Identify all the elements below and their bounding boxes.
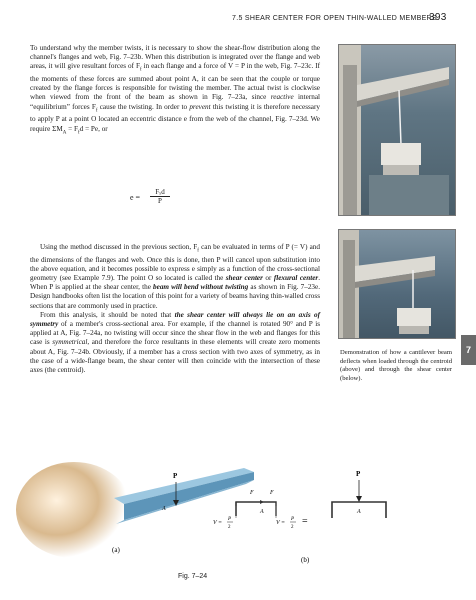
figure-7-24 <box>14 462 459 582</box>
label-p-b: P <box>356 470 361 478</box>
chapter-tab: 7 <box>461 335 476 365</box>
label-half-den-2: 2 <box>291 525 294 530</box>
emphasis-text: the shear center will always lie on an axis of symmetry <box>30 310 320 329</box>
figure-label: Fig. 7–24 <box>178 573 208 580</box>
text-run: = F <box>66 124 79 133</box>
term-shear-center: shear center <box>225 274 263 283</box>
label-ff-1: F <box>250 490 254 496</box>
text-run: d = Pe, or <box>79 124 108 133</box>
text-run: of a member's cross-sectional area. For example, if the channel is rotated 90° and P is applied at A, Fig. 7–24a, no twisting will occur since the shear flow in the web and flanges for this case is <box>30 320 320 347</box>
equation-numerator: Fₓd <box>150 188 170 197</box>
text-run: internal “equilibrium” forces F <box>30 93 321 111</box>
text-run: in each flange and a force of V = P in the web, Fig. 7–23c. If the moments of these forces are summed about point A, it can be seen that the couple or torque created by the flange forces is responsible for twisting the member. The actual twist is clockwise when viewed from the front of the beam as shown in Fig. 7–23a, since <box>30 62 321 102</box>
equation-fraction <box>150 188 170 205</box>
subscript-f: f <box>95 108 98 114</box>
text-run: . When P is applied at the shear center, the <box>30 274 320 292</box>
label-a-b1: A <box>260 509 264 515</box>
label-v-1: V = <box>213 520 223 526</box>
equation <box>130 188 230 212</box>
wall-shading <box>16 462 132 558</box>
label-a-b2: A <box>357 509 361 515</box>
text-run: , and therefore the force resultants in these elements will create zero moments about A, Fig. 7–24b. Obviously, if a member has a cross section with two axes of symmetry, as in the case of a wide-flange beam, the shear center will then coincide with the intersection of these axes (the centroid). <box>30 338 321 375</box>
label-v-2: V = <box>276 520 286 526</box>
page-number: 393 <box>429 12 447 23</box>
label-a-a: A <box>162 506 166 512</box>
equation-lhs: e = <box>130 193 141 202</box>
page-header <box>0 12 476 28</box>
text-run: this twisting it is therefore necessary to apply P at a point O located an eccentric distance e from the web of the channel, Fig. 7–23d. We require ΣM <box>30 102 320 133</box>
photo-shear-center-load <box>338 229 456 339</box>
sublabel-b: (b) <box>301 556 310 564</box>
photo-centroid-illustration <box>339 45 455 215</box>
subscript-f: f <box>78 129 80 135</box>
label-p-half-num-1: P <box>228 517 232 522</box>
figure-drawing <box>14 462 459 582</box>
photo-centroid-load <box>338 44 456 216</box>
label-ff-2: F <box>270 490 274 496</box>
subscript-a: A <box>62 129 67 135</box>
sublabel-a: (a) <box>112 546 120 554</box>
paragraph-2 <box>30 243 320 375</box>
subscript-f: f <box>139 67 142 73</box>
italic-text: prevent <box>189 102 211 111</box>
label-p-half-num-2: P <box>291 517 295 522</box>
photo-caption: Demonstration of how a cantilever beam deflects when loaded through the centroid (above) and through the shear center (below). <box>340 349 452 382</box>
label-p-a: P <box>173 472 178 480</box>
photo-shear-center-illustration <box>339 230 455 338</box>
text-run: as shown in Fig. 7–23e. Design handbooks often list the location of this point for a variety of beams having thin-walled cross sections that are commonly used in practice. <box>30 283 321 310</box>
text-run: cause the twisting. In order to <box>97 102 190 111</box>
text-run: or <box>262 274 274 283</box>
italic-text: reactive <box>270 93 294 102</box>
channel-shear-flow <box>236 500 276 518</box>
text-run: From this analysis, it should be noted that <box>40 310 175 319</box>
italic-text: symmetrical <box>52 338 88 347</box>
text-run: To understand why the member twists, it is necessary to show the shear-flow distribution along the channel's flanges and web, Fig. 7–23b. When this distribution is integrated over the flange and web areas, it will give resultant forces of F <box>30 44 320 71</box>
term-flexural-center: flexural center <box>273 274 319 283</box>
subscript-f: f <box>197 248 199 254</box>
equals-sign: = <box>302 516 308 527</box>
equation-denominator: P <box>158 197 162 205</box>
section-title: 7.5 SHEAR CENTER FOR OPEN THIN-WALLED MEMBERS <box>232 15 437 22</box>
text-run: can be evaluated in terms of P (= V) and the dimensions of the flanges and web. Once this is done, then P will cancel upon substitution into the above equation, and it becomes possible to express e simply as a function of the cross-sectional geometry (see Example 7.9). The point O so located is called the <box>30 243 320 283</box>
label-half-den-1: 2 <box>228 525 231 530</box>
paragraph-1 <box>30 44 320 137</box>
text-run: Using the method discussed in the previous section, F <box>40 243 198 251</box>
emphasis-text: beam will bend without twisting <box>153 283 249 292</box>
